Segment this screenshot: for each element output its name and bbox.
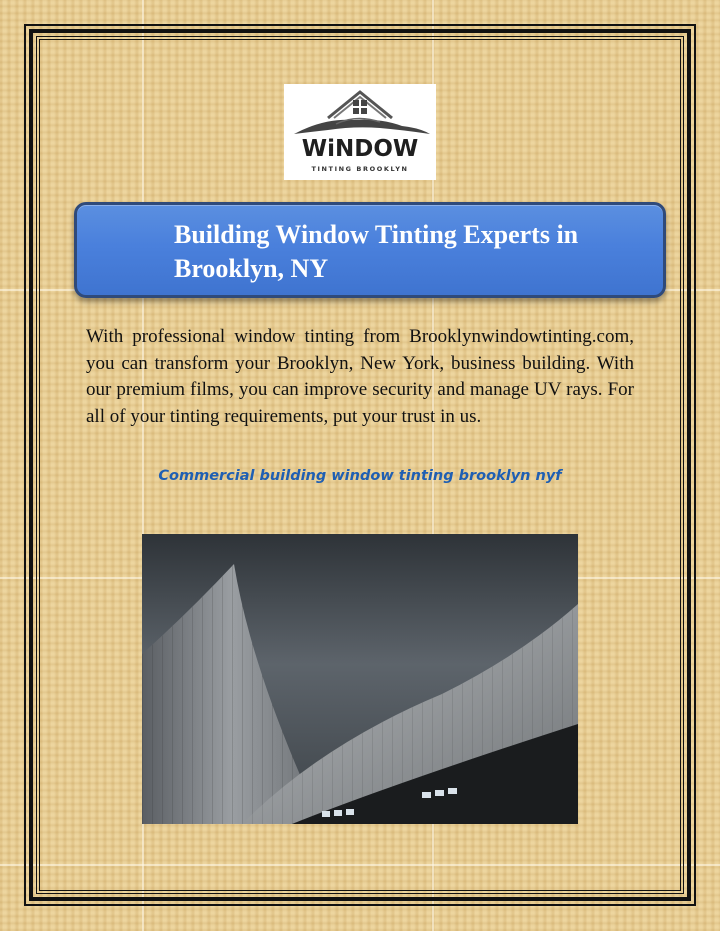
page-title: Building Window Tinting Experts in Brooklyn, NY	[174, 220, 579, 283]
title-banner	[74, 202, 666, 298]
intro-paragraph: With professional window tinting from Brooklynwindowtinting.com, you can transform your Brooklyn, New York, business building. With our premium films, you can improve security and manage UV rays. For all of your tinting requirements, put your trust in us.	[86, 326, 634, 427]
logo-tagline: TINTING BROOKLYN	[311, 165, 409, 173]
commercial-tinting-link[interactable]: Commercial building window tinting brooklyn nyf	[158, 468, 562, 484]
company-logo	[284, 84, 436, 180]
logo-wordmark: WiNDOW	[301, 136, 419, 162]
modern-building-image	[142, 534, 578, 824]
building-photo	[142, 534, 578, 824]
